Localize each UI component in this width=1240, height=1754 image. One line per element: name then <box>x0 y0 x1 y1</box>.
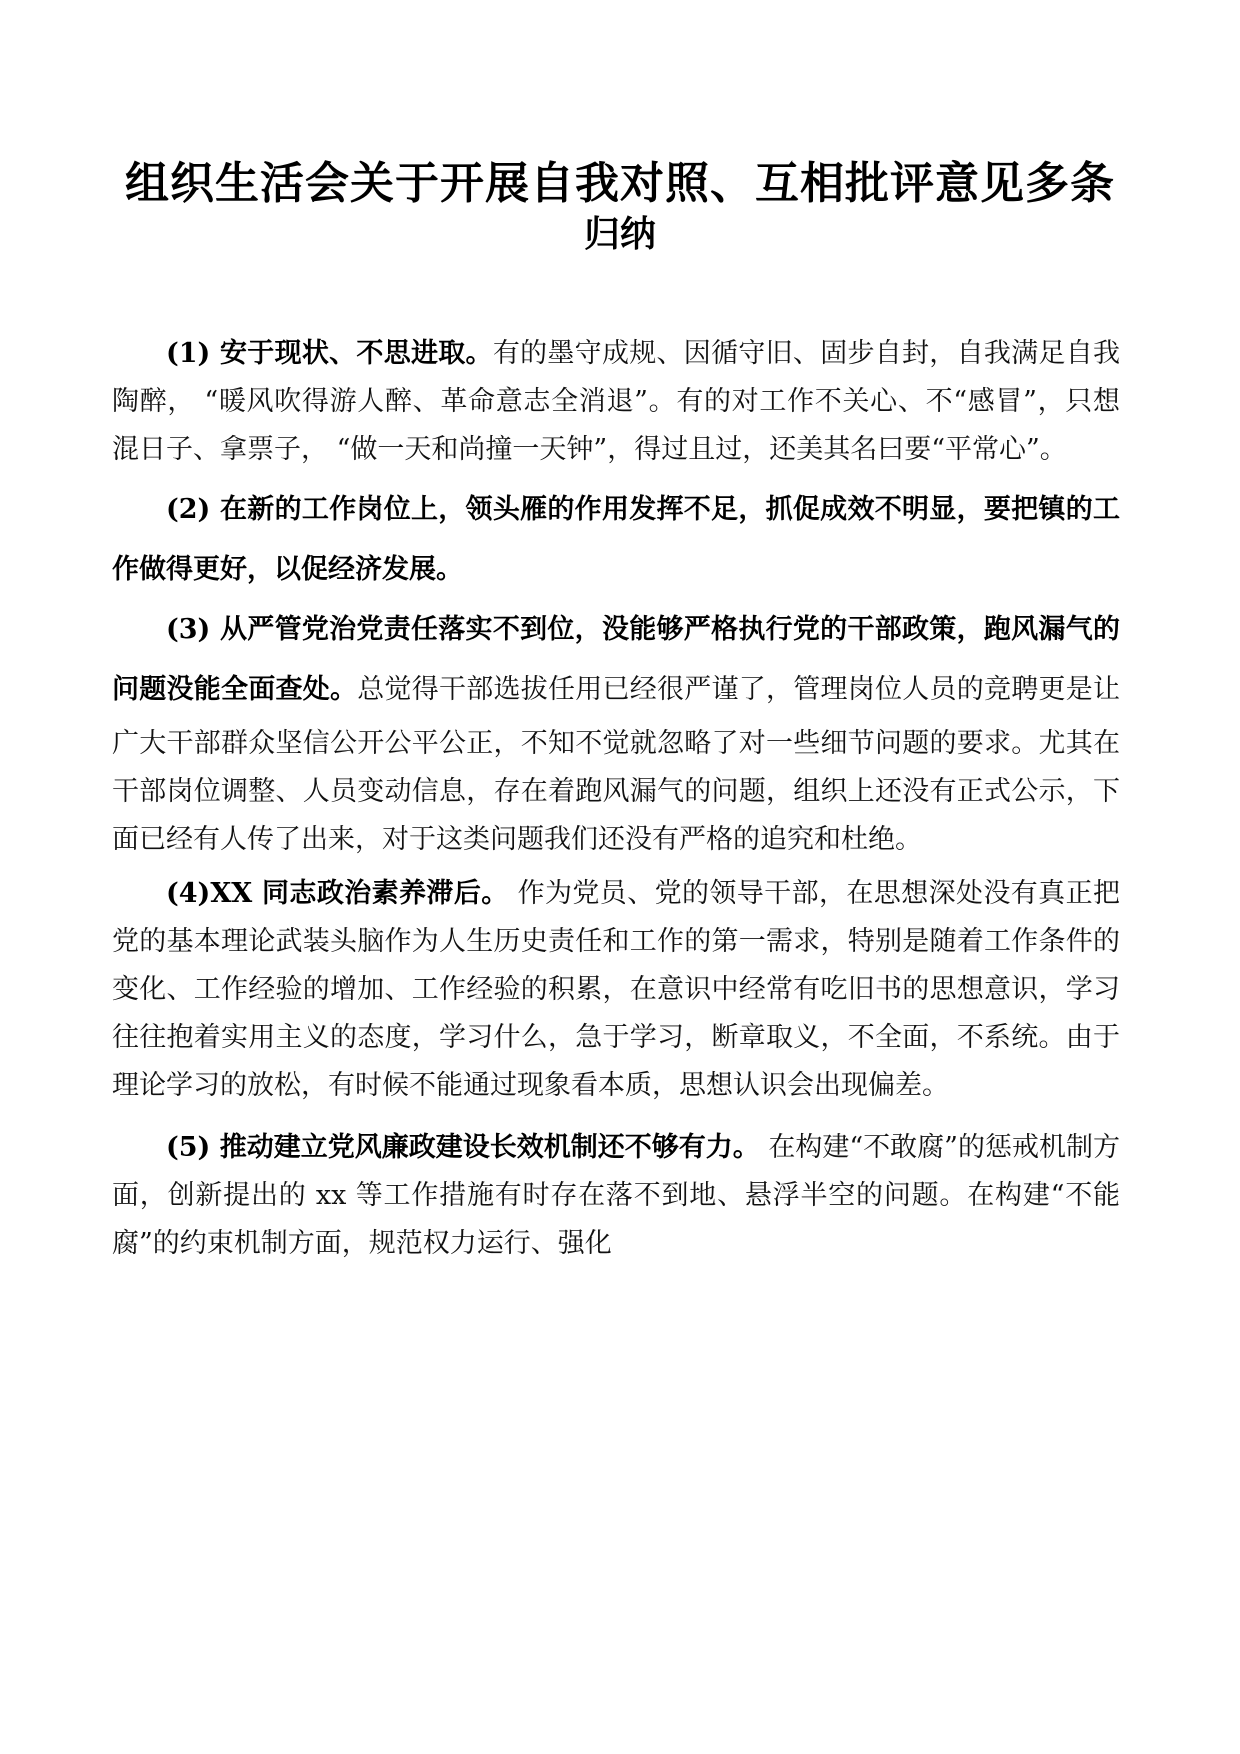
paragraph-2-heading: (2) 在新的工作岗位上，领头雁的作用发挥不足，抓促成效不明显，要把镇的工作做得更好，以促经济发展。 <box>112 494 1120 585</box>
paragraph-1-heading: (1) 安于现状、不思进取。 <box>166 338 493 369</box>
document-body <box>112 330 1120 1268</box>
paragraph-4-heading: (4)XX 同志政治素养滞后。 <box>166 878 509 909</box>
paragraph-2 <box>112 480 1120 600</box>
paragraph-5-heading: (5) 推动建立党风廉政建设长效机制还不够有力。 <box>166 1132 760 1163</box>
paragraph-5-text: 在构建“不敢腐”的惩戒机制方面，创新提出的 xx 等工作措施有时存在落不到地、悬浮半空的问题。在构建“不能腐”的约束机制方面，规范权力运行、强化 <box>112 1132 1120 1259</box>
document-title-continued: 归纳 <box>583 213 656 255</box>
paragraph-3-heading: (3) 从严管党治党责任落实不到位，没能够严格执行党的干部政策，跑风漏气的问题没能全面查处。 <box>112 614 1120 705</box>
document-title: 组织生活会关于开展自我对照、互相批评意见多条 <box>125 158 1115 209</box>
paragraph-4-text: 作为党员、党的领导干部，在思想深处没有真正把党的基本理论武装头脑作为人生历史责任和工作的第一需求，特别是随着工作条件的变化、工作经验的增加、工作经验的积累，在意识中经常有吃旧书的思想意识，学习往往抱着实用主义的态度，学习什么，急于学习，断章取义，不全面，不系统。由于理论学习的放松，有时候不能通过现象看本质，思想认识会出现偏差。 <box>112 878 1120 1101</box>
paragraph-1-text: 有的墨守成规、因循守旧、固步自封，自我满足自我陶醉， “暖风吹得游人醉、革命意志全消退”。有的对工作不关心、不“感冒”，只想混日子、拿票子， “做一天和尚撞一天钟”，得过且过，还美其名曰要“平常心”。 <box>112 338 1120 465</box>
paragraph-3 <box>112 600 1120 864</box>
paragraph-4 <box>112 870 1120 1110</box>
paragraph-5 <box>112 1124 1120 1268</box>
paragraph-1 <box>112 330 1120 474</box>
paragraph-3-text: 总觉得干部选拔任用已经很严谨了，管理岗位人员的竞聘更是让广大干部群众坚信公开公平公正，不知不觉就忽略了对一些细节问题的要求。尤其在干部岗位调整、人员变动信息，存在着跑风漏气的问题，组织上还没有正式公示，下面已经有人传了出来，对于这类问题我们还没有严格的追究和杜绝。 <box>112 674 1120 855</box>
